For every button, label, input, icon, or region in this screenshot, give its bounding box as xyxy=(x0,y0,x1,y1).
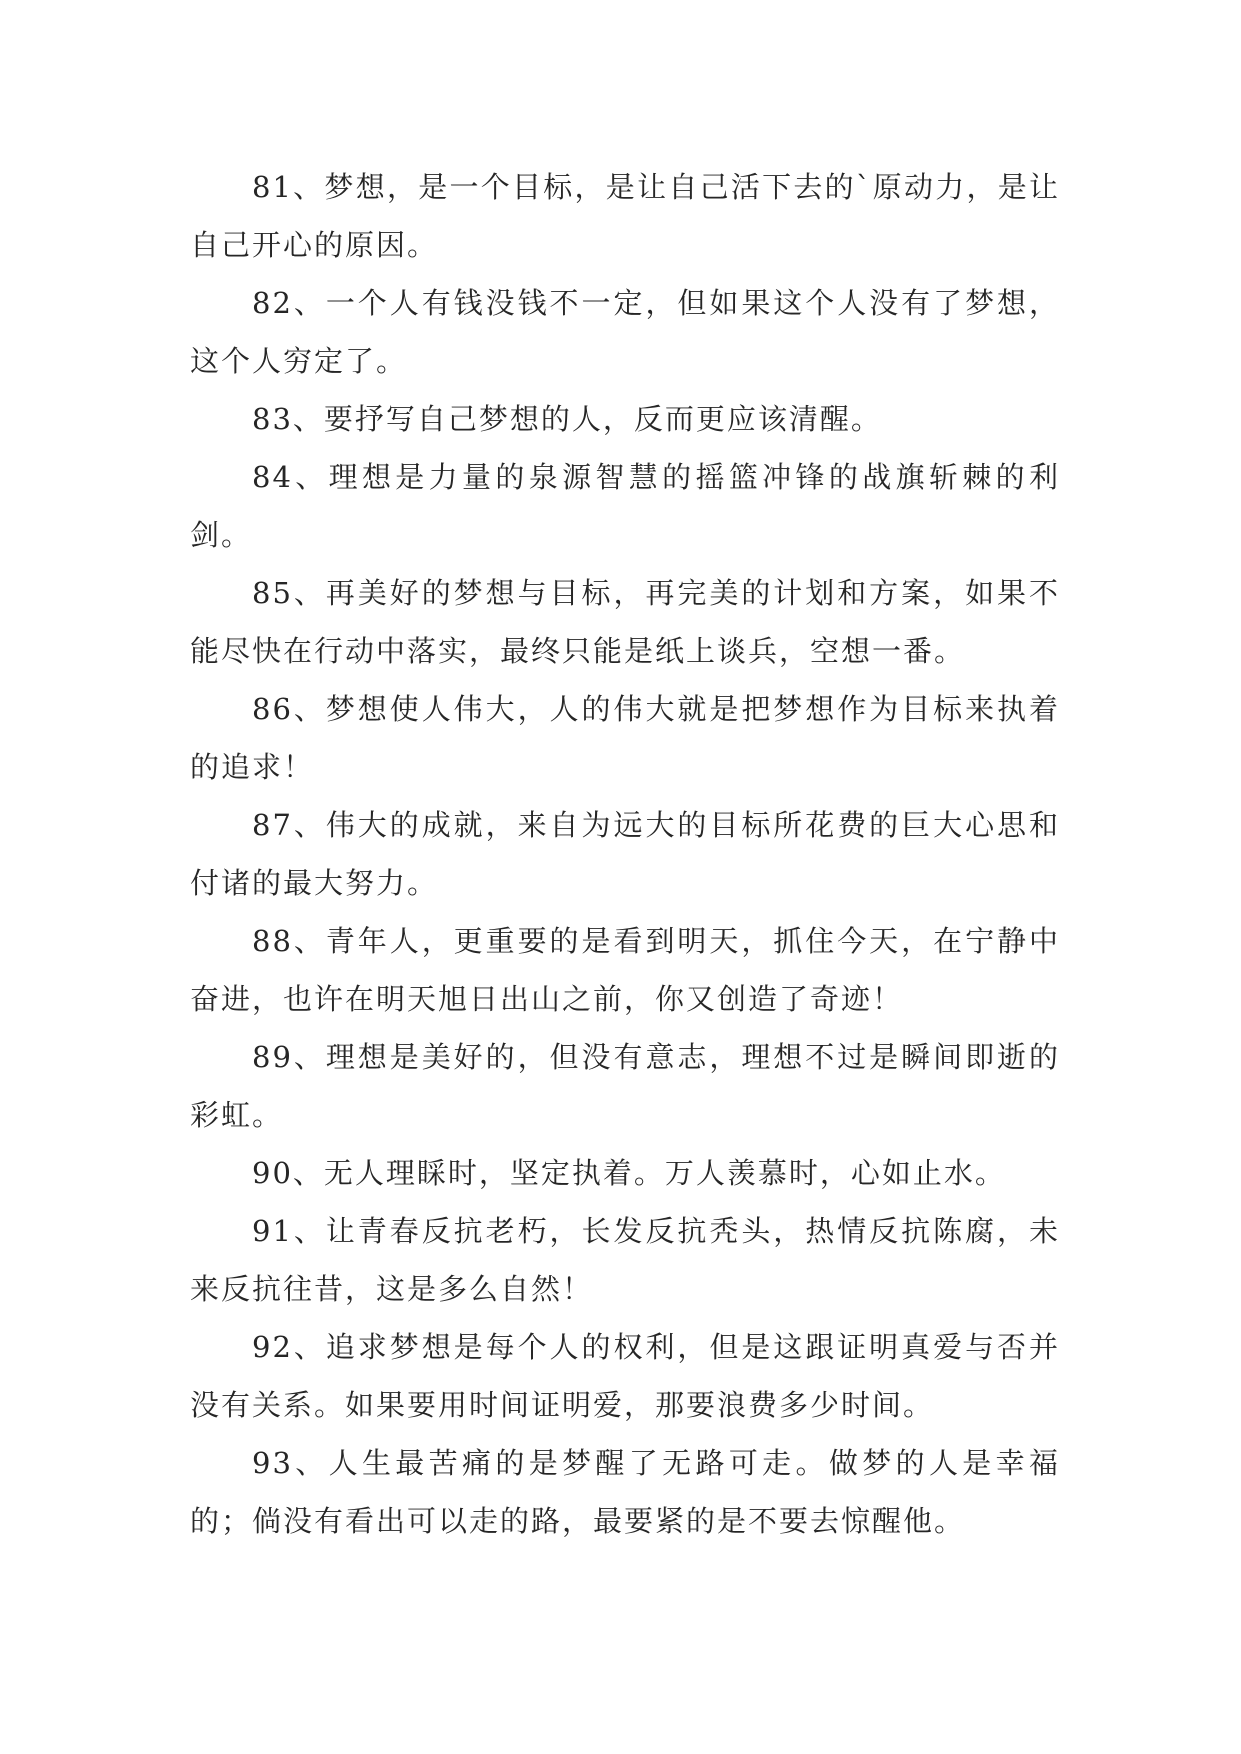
paragraph-81: 81、梦想，是一个目标，是让自己活下去的`原动力，是让自己开心的原因。 xyxy=(190,170,1060,262)
paragraph-87: 87、伟大的成就，来自为远大的目标所花费的巨大心思和付诸的最大努力。 xyxy=(190,808,1060,900)
paragraph-88: 88、青年人，更重要的是看到明天，抓住今天，在宁静中奋进，也许在明天旭日出山之前，你又创造了奇迹！ xyxy=(190,924,1060,1016)
paragraph-91: 91、让青春反抗老朽，长发反抗秃头，热情反抗陈腐，未来反抗往昔，这是多么自然！ xyxy=(190,1214,1060,1306)
document-body xyxy=(190,158,1060,1550)
paragraph-86: 86、梦想使人伟大，人的伟大就是把梦想作为目标来执着的追求！ xyxy=(190,692,1060,784)
paragraph-93: 93、人生最苦痛的是梦醒了无路可走。做梦的人是幸福的；倘没有看出可以走的路，最要紧的是不要去惊醒他。 xyxy=(190,1446,1060,1538)
paragraph-92: 92、追求梦想是每个人的权利，但是这跟证明真爱与否并没有关系。如果要用时间证明爱，那要浪费多少时间。 xyxy=(190,1330,1060,1422)
paragraph-83: 83、要抒写自己梦想的人，反而更应该清醒。 xyxy=(252,402,882,436)
paragraph-82: 82、一个人有钱没钱不一定，但如果这个人没有了梦想，这个人穷定了。 xyxy=(190,286,1060,378)
paragraph-84: 84、理想是力量的泉源智慧的摇篮冲锋的战旗斩棘的利剑。 xyxy=(190,460,1060,552)
paragraph-90: 90、无人理睬时，坚定执着。万人羡慕时，心如止水。 xyxy=(252,1156,1006,1190)
paragraph-85: 85、再美好的梦想与目标，再完美的计划和方案，如果不能尽快在行动中落实，最终只能是纸上谈兵，空想一番。 xyxy=(190,576,1060,668)
paragraph-89: 89、理想是美好的，但没有意志，理想不过是瞬间即逝的彩虹。 xyxy=(190,1040,1060,1132)
